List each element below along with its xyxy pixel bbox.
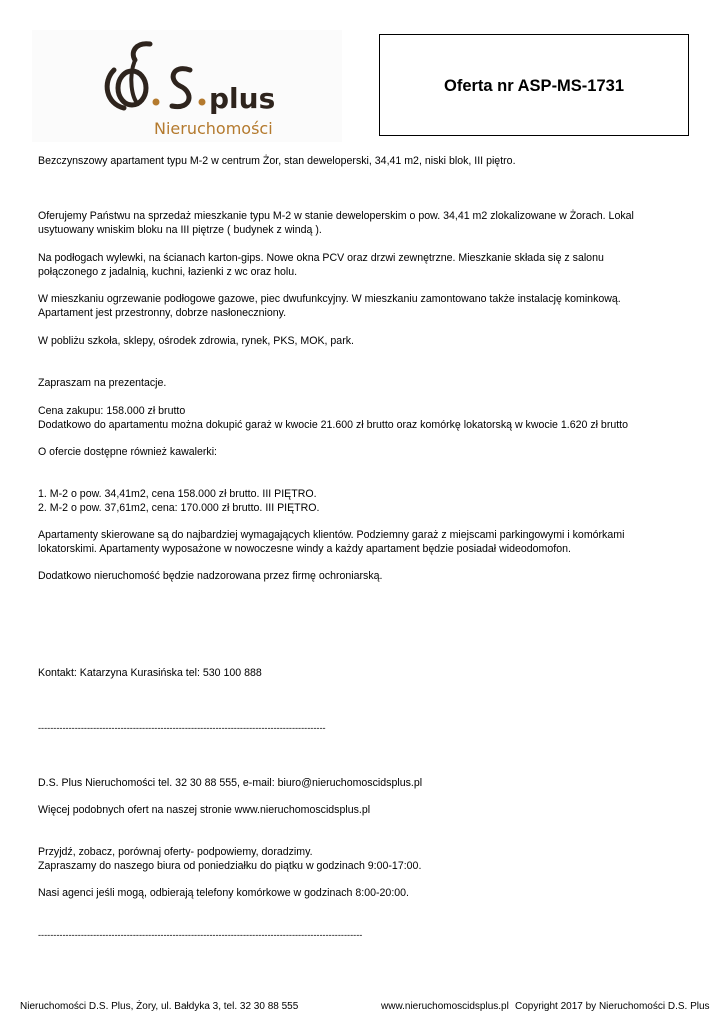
office-hours-block (38, 845, 686, 873)
paragraph-line: usytuowany wniskim bloku na III piętrze ( budynek z windą ). (38, 224, 322, 236)
agents-hours-text: Nasi agenci jeśli mogą, odbierają telefony komórkowe w godzinach 8:00-20:00. (38, 887, 409, 899)
finish-paragraph (38, 251, 686, 279)
price-block (38, 404, 686, 432)
footer-copyright: Copyright 2017 by Nieruchomości D.S. Plus (515, 1001, 710, 1012)
heating-paragraph (38, 292, 686, 320)
footer-website: www.nieruchomoscidsplus.pl (381, 1001, 509, 1012)
contact-text: Kontakt: Katarzyna Kurasińska tel: 530 100 888 (38, 667, 262, 679)
paragraph-line: połączonego z jadalnią, kuchni, łazienki z wc oraz holu. (38, 266, 298, 278)
offer-title: Oferta nr ASP-MS-1731 (443, 77, 625, 95)
paragraph-line: W mieszkaniu ogrzewanie podłogowe gazowe, piec dwufunkcyjny. W mieszkaniu zamontowano także instalację kominkową. (38, 293, 621, 305)
agency-contact-text: D.S. Plus Nieruchomości tel. 32 30 88 555, e-mail: biuro@nieruchomoscidsplus.pl (38, 777, 423, 789)
invitation-text: Zapraszam na prezentacje. (38, 377, 167, 389)
neighbourhood-text: W pobliżu szkoła, sklepy, ośrodek zdrowia, rynek, PKS, MOK, park. (38, 335, 354, 347)
extras-text: Dodatkowo do apartamentu można dokupić garaż w kwocie 21.600 zł brutto oraz komórkę lokatorską w kwocie 1.620 zł brutto (38, 419, 629, 431)
apartment-list (38, 487, 686, 515)
paragraph-line: Apartament jest przestronny, dobrze nasłoneczniony. (38, 307, 287, 319)
come-in-text: Przyjdź, zobacz, porównaj oferty- podpowiemy, doradzimy. (38, 846, 313, 858)
price-text: Cena zakupu: 158.000 zł brutto (38, 405, 186, 417)
also-available-text: O ofercie dostępne również kawalerki: (38, 446, 218, 458)
logo-tagline: Nieruchomości (154, 119, 273, 138)
paragraph-line: Na podłogach wylewki, na ścianach karton-gips. Nowe okna PCV oraz drzwi zewnętrzne. Mieszkanie składa się z salonu (38, 252, 604, 264)
more-offers-text: Więcej podobnych ofert na naszej stronie www.nieruchomoscidsplus.pl (38, 804, 371, 816)
paragraph-line: Oferujemy Państwu na sprzedaż mieszkanie typu M-2 w stanie deweloperskim o pow. 34,41 m2 zlokalizowane w Żorach. Lokal (38, 210, 634, 222)
offer-title-box (379, 34, 689, 136)
divider: ---------------------------------------------------------------------------------------------- (38, 723, 326, 733)
list-item: 1. M-2 o pow. 34,41m2, cena 158.000 zł brutto. III PIĘTRO. (38, 488, 317, 500)
paragraph-line: lokatorskimi. Apartamenty wyposażone w nowoczesne windy a każdy apartament będzie posiadał wideodomofon. (38, 543, 571, 555)
security-text: Dodatkowo nieruchomość będzie nadzorowana przez firmę ochroniarską. (38, 570, 383, 582)
intro-paragraph (38, 209, 686, 237)
paragraph-line: Apartamenty skierowane są do najbardziej wymagających klientów. Podziemny garaż z miejscami parkingowymi i komórkami (38, 529, 625, 541)
logo-graphic (32, 30, 342, 142)
description-paragraph (38, 528, 686, 556)
summary-text: Bezczynszowy apartament typu M-2 w centrum Żor, stan deweloperski, 34,41 m2, niski blok, III piętro. (38, 155, 516, 167)
divider: ---------------------------------------------------------------------------------------------------------- (38, 930, 363, 940)
office-hours-text: Zapraszamy do naszego biura od poniedziałku do piątku w godzinach 9:00-17:00. (38, 860, 422, 872)
logo-brand-word: plus (209, 82, 276, 115)
footer-address: Nieruchomości D.S. Plus, Żory, ul. Bałdyka 3, tel. 32 30 88 555 (20, 1001, 299, 1012)
list-item: 2. M-2 o pow. 37,61m2, cena: 170.000 zł brutto. III PIĘTRO. (38, 502, 320, 514)
company-logo (32, 30, 342, 142)
